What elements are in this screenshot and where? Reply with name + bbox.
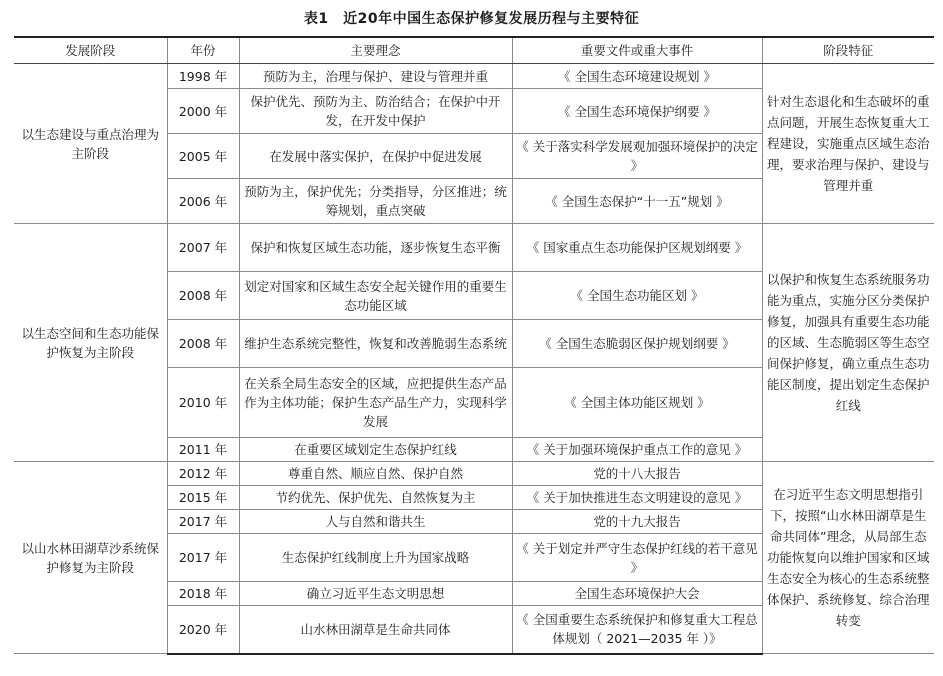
event-cell: 党的十八大报告 xyxy=(512,462,762,486)
stage-feature: 以保护和恢复生态系统服务功能为重点，实施分区分类保护修复，加强具有重要生态功能的区域、生态脆弱区等生态空间保护修复，确立重点生态功能区制度，提出划定生态保护红线 xyxy=(762,224,934,462)
year-cell: 2011 年 xyxy=(167,438,239,462)
concept-cell: 节约优先、保护优先、自然恢复为主 xyxy=(239,486,512,510)
event-cell: 《 关于划定并严守生态保护红线的若干意见 》 xyxy=(512,534,762,582)
event-cell: 《 全国生态环境建设规划 》 xyxy=(512,64,762,89)
concept-cell: 生态保护红线制度上升为国家战略 xyxy=(239,534,512,582)
event-cell: 《 全国生态脆弱区保护规划纲要 》 xyxy=(512,320,762,368)
table-row xyxy=(14,462,934,486)
header-stage: 发展阶段 xyxy=(14,37,167,64)
year-cell: 2015 年 xyxy=(167,486,239,510)
concept-cell: 在发展中落实保护，在保护中促进发展 xyxy=(239,134,512,179)
event-cell: 《 全国生态保护“十一五”规划 》 xyxy=(512,179,762,224)
stage-feature: 针对生态退化和生态破坏的重点问题，开展生态恢复重大工程建设，实施重点区域生态治理，要求治理与保护、建设与管理并重 xyxy=(762,64,934,224)
table-row xyxy=(14,64,934,89)
concept-cell: 在关系全局生态安全的区域，应把提供生态产品作为主体功能；保护生态产品生产力，实现科学发展 xyxy=(239,368,512,438)
year-cell: 2008 年 xyxy=(167,272,239,320)
event-cell: 《 国家重点生态功能保护区规划纲要 》 xyxy=(512,224,762,272)
year-cell: 1998 年 xyxy=(167,64,239,89)
year-cell: 2020 年 xyxy=(167,606,239,654)
concept-cell: 预防为主，治理与保护、建设与管理并重 xyxy=(239,64,512,89)
year-cell: 2018 年 xyxy=(167,582,239,606)
stage-feature: 在习近平生态文明思想指引下，按照“山水林田湖草是生命共同体”理念，从局部生态功能恢复向以维护国家和区域生态安全为核心的生态系统整体保护、系统修复、综合治理转变 xyxy=(762,462,934,654)
year-cell: 2006 年 xyxy=(167,179,239,224)
table-title: 表1 近20年中国生态保护修复发展历程与主要特征 xyxy=(303,11,640,27)
concept-cell: 山水林田湖草是生命共同体 xyxy=(239,606,512,654)
stage-name: 以山水林田湖草沙系统保护修复为主阶段 xyxy=(14,462,167,654)
year-cell: 2017 年 xyxy=(167,510,239,534)
concept-cell: 保护优先、预防为主、防治结合；在保护中开发，在开发中保护 xyxy=(239,89,512,134)
concept-cell: 维护生态系统完整性，恢复和改善脆弱生态系统 xyxy=(239,320,512,368)
header-concept: 主要理念 xyxy=(239,37,512,64)
year-cell: 2017 年 xyxy=(167,534,239,582)
year-cell: 2012 年 xyxy=(167,462,239,486)
concept-cell: 划定对国家和区域生态安全起关键作用的重要生态功能区域 xyxy=(239,272,512,320)
event-cell: 《 关于落实科学发展观加强环境保护的决定 》 xyxy=(512,134,762,179)
event-cell: 《 关于加强环境保护重点工作的意见 》 xyxy=(512,438,762,462)
header-year: 年份 xyxy=(167,37,239,64)
event-cell: 《 关于加快推进生态文明建设的意见 》 xyxy=(512,486,762,510)
event-cell: 全国生态环境保护大会 xyxy=(512,582,762,606)
development-table xyxy=(14,36,934,655)
stage-name: 以生态建设与重点治理为主阶段 xyxy=(14,64,167,224)
concept-cell: 确立习近平生态文明思想 xyxy=(239,582,512,606)
header-row xyxy=(14,37,934,64)
concept-cell: 预防为主，保护优先；分类指导，分区推进；统筹规划，重点突破 xyxy=(239,179,512,224)
event-cell: 《 全国生态环境保护纲要 》 xyxy=(512,89,762,134)
event-cell: 《 全国主体功能区规划 》 xyxy=(512,368,762,438)
concept-cell: 保护和恢复区域生态功能，逐步恢复生态平衡 xyxy=(239,224,512,272)
year-cell: 2005 年 xyxy=(167,134,239,179)
concept-cell: 尊重自然、顺应自然、保护自然 xyxy=(239,462,512,486)
header-feature: 阶段特征 xyxy=(762,37,934,64)
year-cell: 2007 年 xyxy=(167,224,239,272)
concept-cell: 在重要区域划定生态保护红线 xyxy=(239,438,512,462)
year-cell: 2000 年 xyxy=(167,89,239,134)
concept-cell: 人与自然和谐共生 xyxy=(239,510,512,534)
year-cell: 2008 年 xyxy=(167,320,239,368)
stage-name: 以生态空间和生态功能保护恢复为主阶段 xyxy=(14,224,167,462)
event-cell: 党的十九大报告 xyxy=(512,510,762,534)
header-event: 重要文件或重大事件 xyxy=(512,37,762,64)
year-cell: 2010 年 xyxy=(167,368,239,438)
event-cell: 《 全国生态功能区划 》 xyxy=(512,272,762,320)
event-cell: 《 全国重要生态系统保护和修复重大工程总体规划（ 2021—2035 年 ）》 xyxy=(512,606,762,654)
table-row xyxy=(14,224,934,272)
